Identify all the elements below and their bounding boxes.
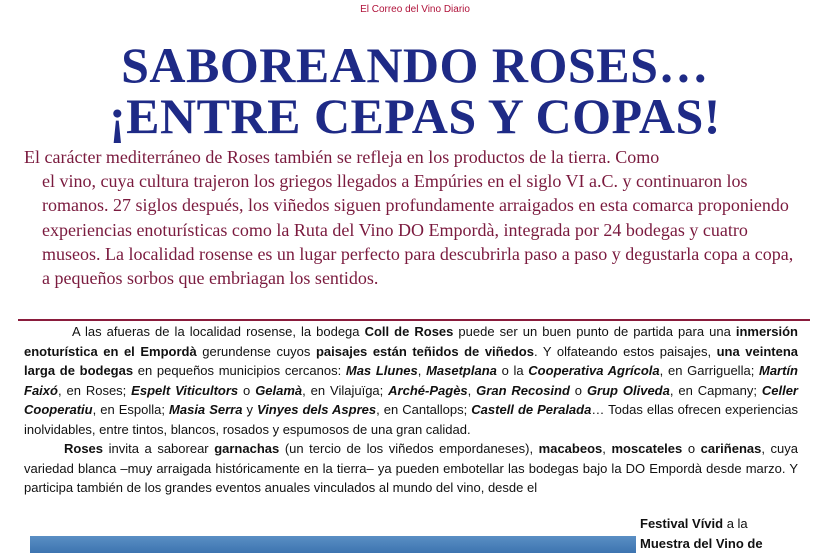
text-run: … Todas ellas ofrecen experiencias inolvidables, entre tintos, blancos, rosados y espumosos de una gran calidad. (24, 402, 798, 437)
highlight-text: Roses (64, 441, 104, 456)
text-run: gerundense cuyos (196, 343, 316, 359)
text-run: , en Capmany; (669, 382, 762, 398)
text-run: o (238, 382, 256, 398)
event-name: Muestra del Vino de (640, 535, 763, 551)
side-line-2 (640, 534, 830, 553)
winery-name: Mas Llunes (345, 363, 418, 378)
grape-variety: moscateles (611, 441, 683, 456)
text-run: , (602, 441, 612, 456)
winery-name: Cooperativa Agrícola (528, 363, 660, 378)
grape-variety: garnachas (214, 441, 280, 456)
winery-name: Grup Oliveda (586, 382, 670, 398)
body-paragraph-1 (24, 322, 798, 439)
winery-name: Castell de Peralada (471, 402, 592, 417)
grape-variety: cariñenas (700, 441, 762, 456)
text-run: , cuya variedad blanca –muy arraigada históricamente en la tierra– ya pueden embotellar las bodegas bajo la DO Empordà desde marzo. Y participa también de los grandes eventos anuales vinculados al mundo del vino, desde el (24, 441, 798, 495)
winery-name: Masia Serra (169, 402, 243, 417)
winery-name: Espelt Viticultors (131, 382, 239, 398)
headline-line-1: SABOREANDO ROSES… (121, 37, 709, 93)
winery-name: Gelamà (255, 382, 303, 398)
lead-rest: el vino, cuya cultura trajeron los griegos llegados a Empúries en el siglo VI a.C. y continuaron los romanos. 27 siglos después, los viñedos siguen profundamente arraigados en esta comarca proponiendo experiencias enoturísticas como la Ruta del Vino DO Empordà, integrada por 24 bodegas y cuatro museos. La localidad rosense es un lugar perfecto para descubrirla paso a paso y degustarla copa a copa, a pequeños sorbos que embriagan los sentidos. (42, 171, 794, 289)
text-run: , en Roses; (57, 382, 132, 398)
text-run: puede ser un buen punto de partida para una (453, 324, 736, 339)
headline-line-2: ¡ENTRE CEPAS Y COPAS! (109, 88, 721, 144)
text-run: , en Garriguella; (659, 363, 759, 378)
winery-name: Coll de Roses (364, 324, 454, 339)
text-run: . Y olfateando estos paisajes, (533, 343, 717, 359)
winery-name: Gran Recosind (476, 382, 570, 398)
text-run: (un tercio de los viñedos empordaneses), (279, 441, 539, 456)
text-run: invita a saborear (103, 441, 215, 456)
text-run: , en Espolla; (92, 402, 170, 417)
winery-name: Arché-Pagès (388, 382, 468, 398)
grape-variety: macabeos (538, 441, 603, 456)
highlight-text: paisajes están teñidos de viñedos (315, 343, 534, 359)
text-run: , (467, 382, 477, 398)
side-line-1 (640, 514, 830, 534)
text-run: , en Vilajuïga; (302, 382, 389, 398)
article-body (24, 322, 798, 498)
photo-strip (30, 536, 636, 553)
side-column (640, 514, 830, 553)
text-run: a la (723, 516, 748, 531)
text-run: en pequeños municipios cercanos: (133, 363, 346, 378)
lead-paragraph (24, 145, 804, 290)
text-run: , (417, 363, 427, 378)
event-name: Festival Vívid (640, 516, 724, 531)
winery-name: Vinyes dels Aspres (257, 402, 377, 417)
winery-name: Martín Faixó (24, 363, 798, 398)
section-divider (18, 319, 810, 321)
highlight-text: inmersión enoturística en el Empordà (24, 324, 798, 359)
text-run: y (242, 402, 257, 417)
body-paragraph-2 (24, 439, 798, 498)
winery-name: Celler Cooperatiu (24, 382, 798, 417)
text-run: o la (496, 363, 529, 378)
lead-first-line: El carácter mediterráneo de Roses también se refleja en los productos de la tierra. Como (24, 147, 660, 167)
text-run: o (569, 382, 587, 398)
text-run: o (682, 441, 701, 456)
text-run: A las afueras de la localidad rosense, la bodega (72, 324, 365, 339)
highlight-text: una veintena larga de bodegas (24, 343, 799, 378)
text-run: , en Cantallops; (376, 402, 472, 417)
publication-header: El Correo del Vino Diario (360, 4, 470, 15)
winery-name: Masetplana (426, 363, 497, 378)
